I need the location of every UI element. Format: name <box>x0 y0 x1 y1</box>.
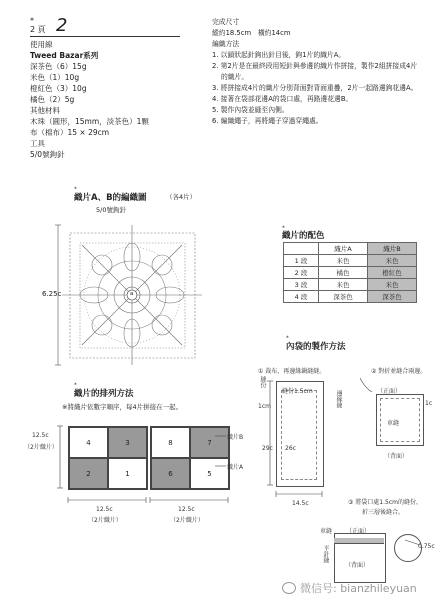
table-header-cell: 織片B <box>368 243 417 255</box>
arrangement-note: ※將織片依數字順序，每4片拼接在一起。 <box>62 403 183 411</box>
table-cell: 深茶色 <box>368 291 417 303</box>
back-stitch-label: 平針縫 <box>322 545 329 563</box>
h26-label: 26c <box>285 445 296 452</box>
inner-bag-step-3b: 折三層後縫合。 <box>362 509 405 516</box>
height-sub: （2片織片） <box>24 444 58 451</box>
back2-label: （背面） <box>345 562 370 569</box>
panel-6: 6 <box>151 458 190 489</box>
wechat-icon <box>282 582 296 594</box>
materials-heading: 使用線 <box>30 40 53 49</box>
width-sub-left: （2片織片） <box>88 517 122 524</box>
table-cell: 4 段 <box>284 291 319 303</box>
color-table-title: 織片的配色 <box>282 231 325 241</box>
table-cell: 2 段 <box>284 267 319 279</box>
c1-label: 1c <box>425 400 433 407</box>
other-heading: 其他材料 <box>30 106 60 115</box>
yarn-2: 米色（1）10g <box>30 73 80 82</box>
front2-label: （正面） <box>346 528 371 535</box>
width-label-left: 12.5c <box>96 506 113 513</box>
color-table-star: ⁎ <box>282 224 285 230</box>
chart-title: 織片A、B的編織圖 <box>74 193 147 203</box>
yarn-1: 深茶色（6）15g <box>30 62 87 71</box>
step-6: 6. 編織繩子，再將繩子穿過穿繩處。 <box>212 117 323 125</box>
table-cell: 1 段 <box>284 255 319 267</box>
table-cell: 米色 <box>319 255 368 267</box>
label-panel-b: 織片B <box>227 434 244 441</box>
h29-label: 29c <box>262 445 273 452</box>
chart-hook: 5/0號鉤針 <box>96 206 126 214</box>
size-value: 縱約18.5cm 橫約14cm <box>212 29 291 37</box>
step-5: 5. 製作內袋並縫至內側。 <box>212 106 289 114</box>
panel-8: 8 <box>151 427 190 458</box>
panel-3: 3 <box>108 427 147 458</box>
yarn-4: 橘色（2）5g <box>30 95 75 104</box>
page-number-star: ⁎ <box>30 14 34 23</box>
panel-2: 2 <box>69 458 108 489</box>
tools-heading: 工具 <box>30 139 45 148</box>
watermark-text: 微信号: bianzhileyuan <box>300 582 417 595</box>
arrangement-title: 織片的排列方法 <box>74 389 134 399</box>
watermark <box>282 580 417 596</box>
panel-1: 1 <box>108 458 147 489</box>
tools: 5/0號鉤針 <box>30 150 65 159</box>
table-cell: 米色 <box>368 255 417 267</box>
chart-note: （各4片） <box>166 193 197 201</box>
back-label: （背面） <box>384 453 409 460</box>
inner-bag-title: 內袋的製作方法 <box>286 342 346 352</box>
stitch2-label: 車縫 <box>320 528 333 535</box>
table-cell: 橘色 <box>319 267 368 279</box>
table-cell: 3 段 <box>284 279 319 291</box>
method-heading: 編織方法 <box>212 40 240 48</box>
cm1-label: 1cm <box>258 403 271 410</box>
step-1: 1. 以鎖狀起針鉤出針目後，鉤1片的織片A。 <box>212 51 346 59</box>
other-2: 布（棉布）15 × 29cm <box>30 128 110 137</box>
front-label: （正面） <box>377 388 402 395</box>
width-sub-right: （2片織片） <box>170 517 204 524</box>
inner-bag-step-1: ① 裁布，再邊緣鍋縫縫。 <box>258 368 326 375</box>
table-header-cell: 織片A <box>319 243 368 255</box>
w14-label: 14.5c <box>292 500 309 507</box>
panel-7: 7 <box>190 427 229 458</box>
inner-bag-step-3a: ③ 將袋口處1.5cm的縫份， <box>348 499 422 506</box>
inner-bag-star: ⁎ <box>286 334 289 340</box>
page-number-prefix: 2 頁 <box>30 25 46 34</box>
other-1: 木珠（圓形，15mm，淡茶色）1顆 <box>30 117 149 126</box>
table-cell: 米色 <box>319 279 368 291</box>
seam-label-left: 縫份 <box>259 376 266 388</box>
table-cell: 橙紅色 <box>368 267 417 279</box>
stitch-label: 車縫 <box>387 420 400 427</box>
w075-label: 0.75c <box>418 543 435 550</box>
step-4: 4. 接著在袋部花邊A的袋口處，再路邊花邊B。 <box>212 95 353 103</box>
panel-5: 5 <box>190 458 229 489</box>
step-3: 3. 將拼接成4片的織片分別背面對背面重疊，2片一起路邊鉤花邊A。 <box>212 84 418 92</box>
size-heading: 完成尺寸 <box>212 18 240 26</box>
page-number: 2 <box>56 15 68 36</box>
step-2b: 的織片。 <box>212 73 249 81</box>
panel-4: 4 <box>69 427 108 458</box>
arrangement-star: ⁎ <box>74 381 77 387</box>
inner-bag-step-2: ② 對折並縫合兩邊。 <box>371 368 427 375</box>
table-cell: 米色 <box>368 279 417 291</box>
side-stitch-label: 邊緣縫 <box>335 390 342 408</box>
yarn-3: 橙紅色（3）10g <box>30 84 87 93</box>
chart-size-label: 6.25c <box>42 290 62 298</box>
table-cell: 深茶色 <box>319 291 368 303</box>
height-label: 12.5c <box>32 432 49 439</box>
step-2: 2. 第2片是在最終段用短針與參邊的織片作拼接，製作2組拼接成4片 <box>212 62 418 70</box>
width-label-right: 12.5c <box>178 506 195 513</box>
seam-label-top: 縫份1.5cm <box>282 388 313 395</box>
yarn-series: Tweed Bazar系列 <box>30 51 99 60</box>
chart-star: ⁎ <box>74 185 77 191</box>
chart-center-letter: a <box>130 291 134 297</box>
label-panel-a: 織片A <box>227 464 244 471</box>
